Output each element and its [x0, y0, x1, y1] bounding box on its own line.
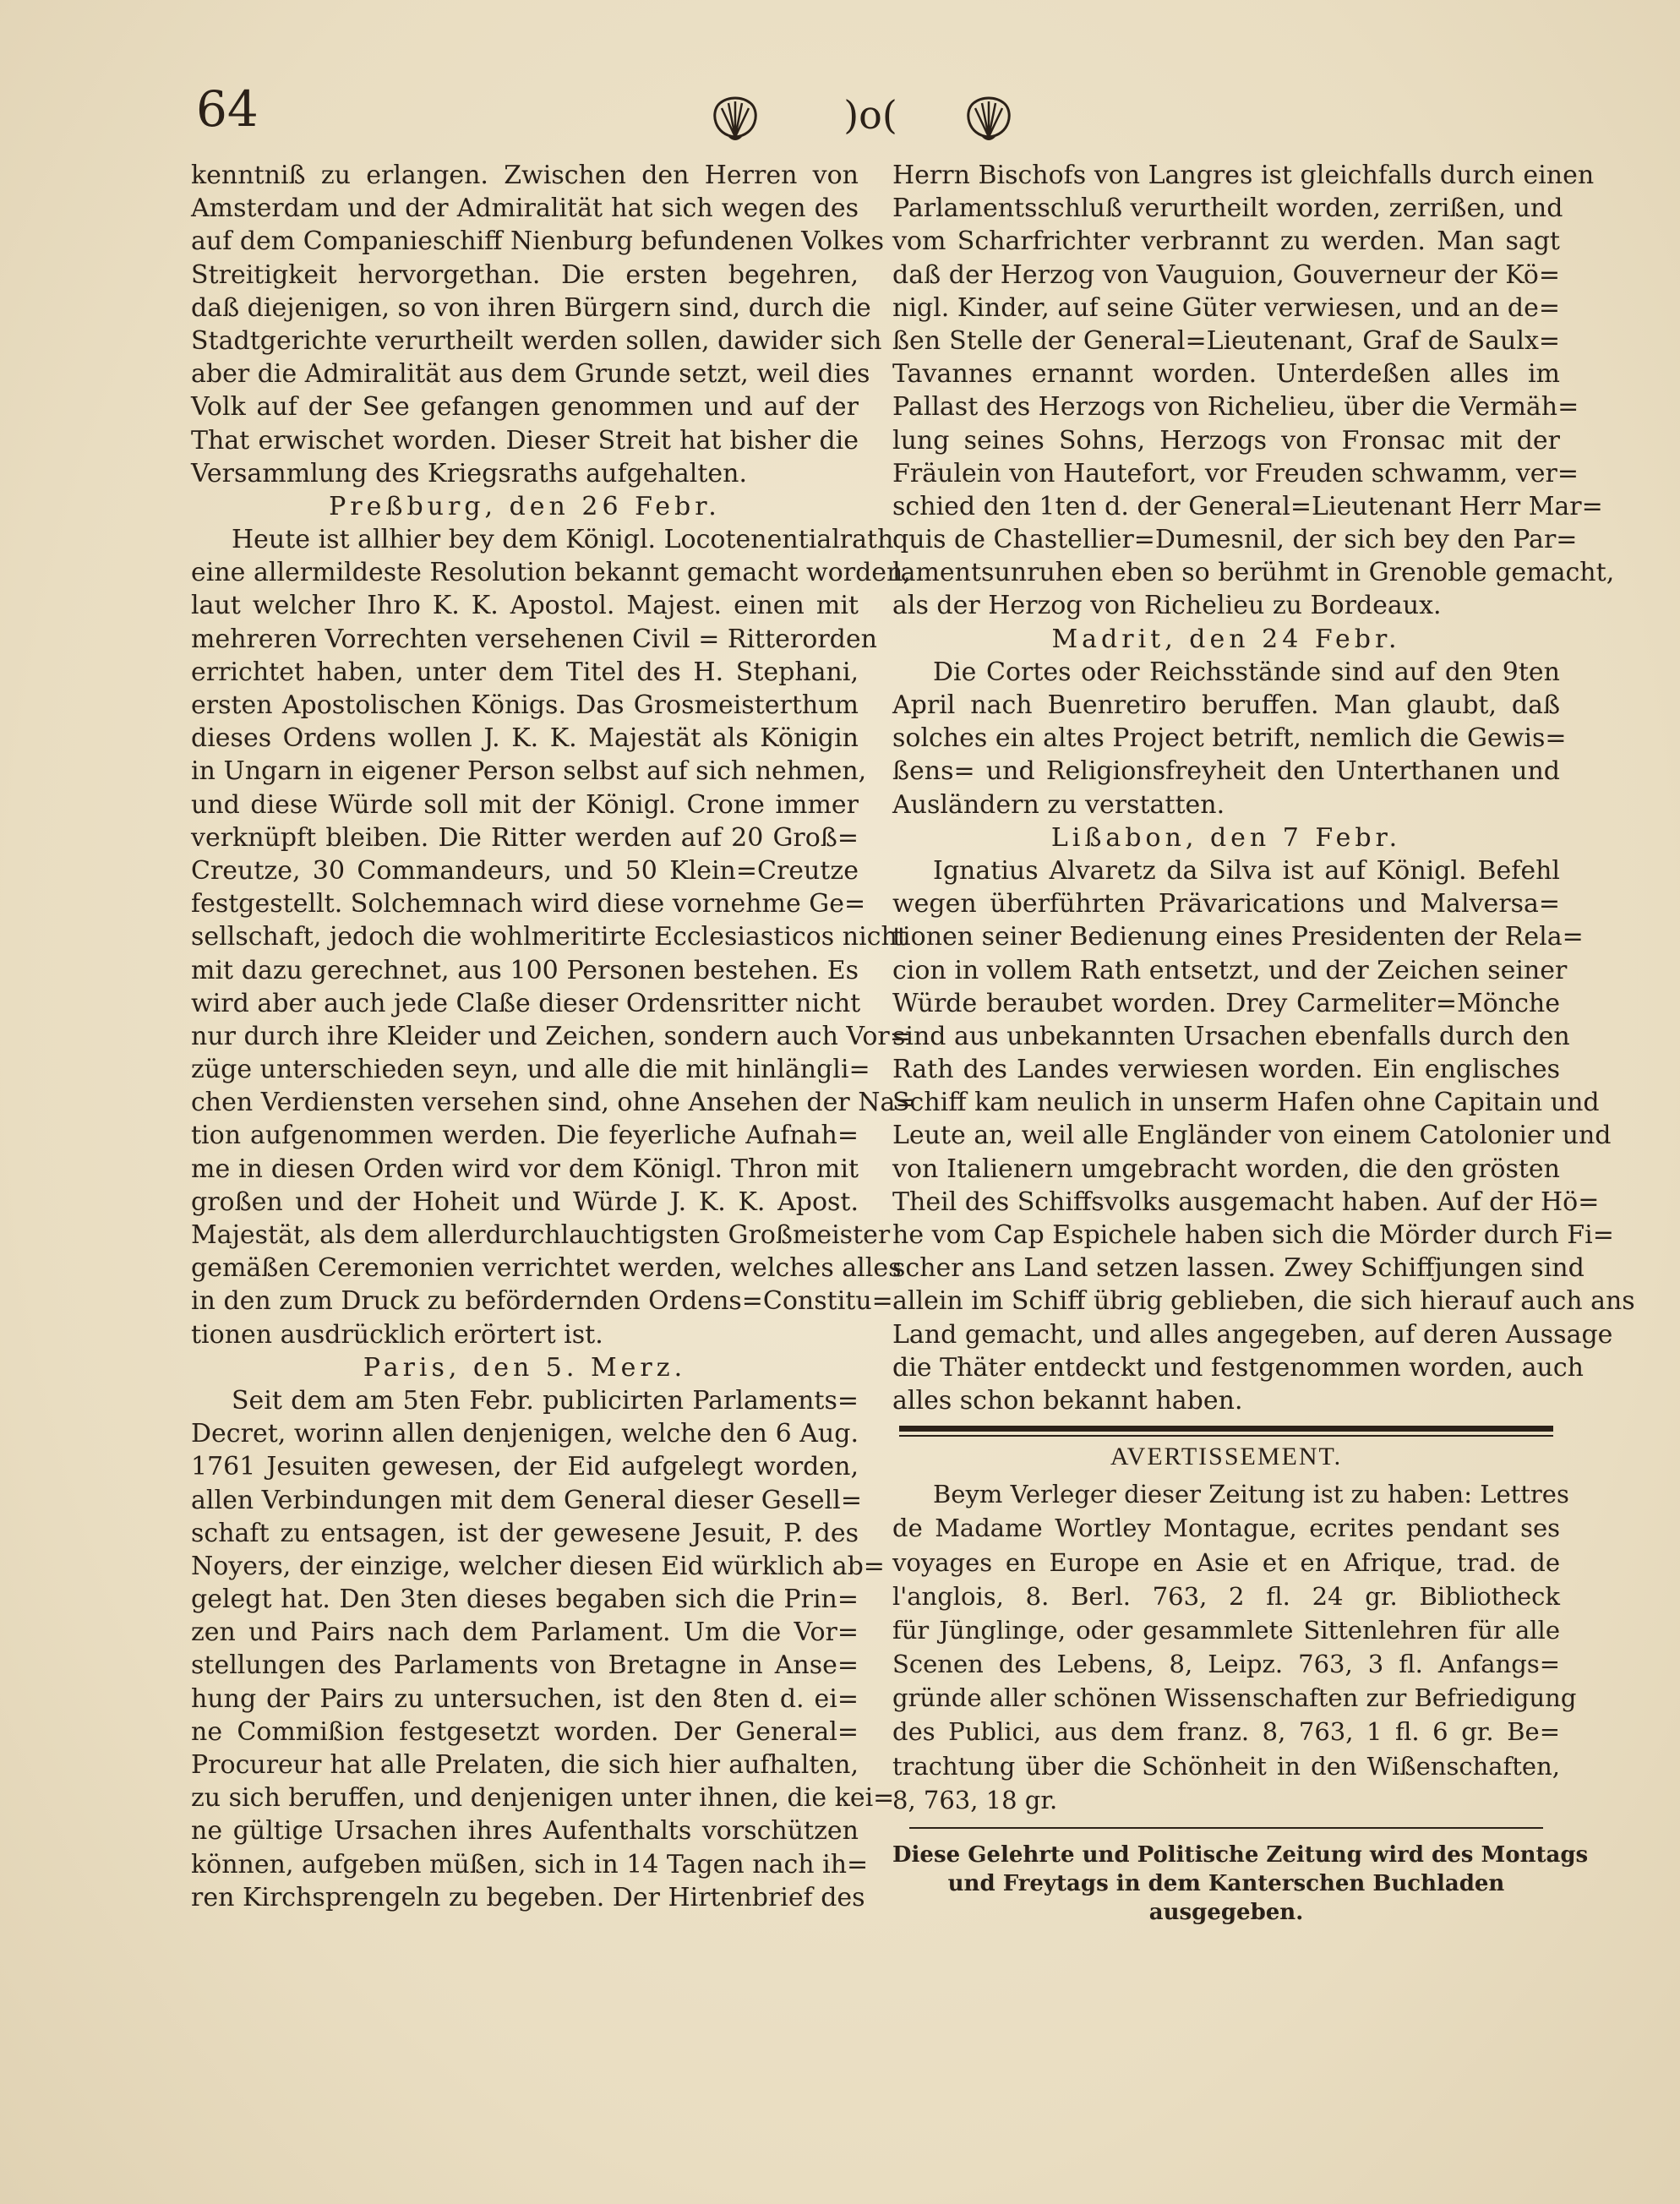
- text-line: Die Cortes oder Reichsstände sind auf den 9ten: [933, 657, 1560, 687]
- text-line: gelegt hat. Den 3ten dieses begaben sich die Prin=: [191, 1585, 859, 1615]
- text-line: Pallast des Herzogs von Richelieu, über die Vermäh=: [892, 392, 1579, 423]
- text-line: errichtet haben, unter dem Titel des H. Stephani,: [191, 657, 859, 687]
- text-line: nigl. Kinder, auf seine Güter verwiesen, und an de=: [892, 292, 1560, 323]
- advertisement-line: des Publici, aus dem franz. 8, 763, 1 fl. 6 gr. Be=: [892, 1717, 1560, 1747]
- text-line: lamentsunruhen eben so berühmt in Grenoble gemacht,: [892, 558, 1615, 588]
- text-line: Procureur hat alle Prelaten, die sich hier aufhalten,: [191, 1750, 859, 1780]
- text-line: tion aufgenommen werden. Die feyerliche Aufnah=: [191, 1121, 859, 1151]
- text-line: solches ein altes Project betrift, nemlich die Gewis=: [892, 723, 1567, 754]
- page-number: 64: [196, 80, 259, 138]
- advertisement-line: trachtung über die Schönheit in den Wißenschaften,: [892, 1751, 1560, 1781]
- footer-divider: [909, 1827, 1543, 1829]
- dateline-heading: Preßburg, den 26 Febr.: [329, 491, 721, 521]
- text-line: wird aber auch jede Claße dieser Ordensritter nicht: [191, 988, 861, 1018]
- text-line: Theil des Schiffsvolks ausgemacht haben. Auf der Hö=: [892, 1187, 1600, 1217]
- text-line: he vom Cap Espichele haben sich die Mörder durch Fi=: [892, 1220, 1614, 1250]
- text-line: sind aus unbekannten Ursachen ebenfalls durch den: [892, 1021, 1570, 1051]
- text-line: Fräulein von Hautefort, vor Freuden schwamm, ver=: [892, 458, 1579, 488]
- text-line: ersten Apostolischen Königs. Das Grosmeisterthum: [191, 690, 859, 720]
- advertisement-line: Scenen des Lebens, 8, Leipz. 763, 3 fl. Anfangs=: [892, 1650, 1560, 1679]
- text-line: Noyers, der einzige, welcher diesen Eid würklich ab=: [191, 1551, 885, 1581]
- text-line: Ignatius Alvaretz da Silva ist auf Königl. Befehl: [933, 855, 1560, 886]
- text-line: me in diesen Orden wird vor dem Königl. Thron mit: [191, 1154, 859, 1184]
- text-line: Heute ist allhier bey dem Königl. Locotenentialrath: [232, 525, 894, 555]
- right-column: [892, 159, 1635, 1927]
- advertisement-line: voyages en Europe en Asie et en Afrique, trad. de: [892, 1547, 1560, 1577]
- text-line: in Ungarn in eigener Person selbst auf sich nehmen,: [191, 756, 867, 787]
- text-line: schied den 1ten d. der General=Lieutenant Herr Mar=: [892, 491, 1603, 521]
- text-line: ne Commißion festgesetzt worden. Der General=: [191, 1716, 859, 1747]
- text-line: That erwischet worden. Dieser Streit hat bisher die: [191, 425, 859, 456]
- section-divider: [892, 1426, 1560, 1437]
- text-line: laut welcher Ihro K. K. Apostol. Majest. einen mit: [191, 591, 859, 621]
- text-line: Herrn Bischofs von Langres ist gleichfalls durch einen: [892, 161, 1595, 190]
- text-line: lung seines Sohns, Herzogs von Fronsac mit der: [892, 425, 1560, 456]
- text-line: von Italienern umgebracht worden, die den grösten: [892, 1154, 1560, 1184]
- text-line: züge unterschieden seyn, und alle die mit hinlängli=: [191, 1055, 870, 1085]
- advertisement-line: de Madame Wortley Montague, ecrites pendant ses: [892, 1514, 1560, 1543]
- text-line: als der Herzog von Richelieu zu Bordeaux.: [892, 591, 1442, 621]
- advertisement-body: [892, 1477, 1577, 1817]
- advertisement-line: 8, 763, 18 gr.: [892, 1785, 1058, 1814]
- text-line: vom Scharfrichter verbrannt zu werden. Man sagt: [892, 226, 1560, 257]
- colophon-line: Diese Gelehrte und Politische Zeitung wird des Montags: [892, 1842, 1589, 1868]
- text-line: ßen Stelle der General=Lieutenant, Graf de Saulx=: [892, 325, 1560, 356]
- text-line: aber die Admiralität aus dem Grunde setzt, weil dies: [191, 359, 870, 390]
- divider-thick: [899, 1426, 1553, 1432]
- text-line: großen und der Hoheit und Würde J. K. K. Apost.: [191, 1187, 859, 1217]
- text-line: Leute an, weil alle Engländer von einem Catolonier und: [892, 1121, 1612, 1151]
- advertisement-line: für Jünglinge, oder gesammlete Sittenlehren für alle: [892, 1615, 1560, 1645]
- text-line: verknüpft bleiben. Die Ritter werden auf 20 Groß=: [191, 822, 859, 853]
- colophon-line: ausgegeben.: [1148, 1900, 1304, 1925]
- text-line: chen Verdiensten versehen sind, ohne Ansehen der Na=: [191, 1088, 917, 1118]
- text-line: stellungen des Parlaments von Bretagne in Anse=: [191, 1650, 859, 1681]
- text-line: Stadtgerichte verurtheilt werden sollen, dawider sich: [191, 325, 882, 356]
- ornament-center: )o(: [843, 92, 897, 138]
- header-ornament: [693, 91, 1048, 142]
- text-line: daß diejenigen, so von ihren Bürgern sind, durch die: [191, 292, 871, 323]
- text-line: Parlamentsschluß verurtheilt worden, zerrißen, und: [892, 194, 1563, 224]
- text-line: April nach Buenretiro beruffen. Man glaubt, daß: [892, 690, 1560, 720]
- text-line: und diese Würde soll mit der Königl. Crone immer: [191, 789, 859, 820]
- dateline-heading: Paris, den 5. Merz.: [363, 1352, 687, 1383]
- text-line: ne gültige Ursachen ihres Aufenthalts vorschützen: [191, 1816, 859, 1847]
- text-line: scher ans Land setzen lassen. Zwey Schiffjungen sind: [892, 1253, 1585, 1284]
- text-line: Rath des Landes verwiesen worden. Ein englisches: [892, 1055, 1560, 1085]
- text-line: dieses Ordens wollen J. K. K. Majestät als Königin: [191, 723, 859, 754]
- text-line: mehreren Vorrechten versehenen Civil = Ritterorden: [191, 624, 877, 654]
- text-line: allen Verbindungen mit dem General dieser Gesell=: [191, 1485, 862, 1515]
- text-line: Decret, worinn allen denjenigen, welche den 6 Aug.: [191, 1419, 859, 1449]
- text-line: hung der Pairs zu untersuchen, ist den 8ten d. ei=: [191, 1683, 859, 1714]
- text-line: auf dem Companieschiff Nienburg befundenen Volkes: [191, 226, 884, 257]
- text-line: Schiff kam neulich in unserm Hafen ohne Capitain und: [892, 1088, 1600, 1118]
- text-line: Volk auf der See gefangen genommen und auf der: [191, 392, 859, 423]
- dateline-heading: Lißabon, den 7 Febr.: [1050, 822, 1402, 853]
- text-line: sellschaft, jedoch die wohlmeritirte Ecclesiasticos nicht: [191, 922, 908, 952]
- text-line: die Thäter entdeckt und festgenommen worden, auch: [892, 1352, 1584, 1383]
- dateline-heading: Madrit, den 24 Febr.: [1051, 624, 1401, 654]
- text-line: in den zum Druck zu befördernden Ordens=Constitu=: [191, 1286, 893, 1317]
- colophon: [892, 1841, 1589, 1927]
- text-line: quis de Chastellier=Dumesnil, der sich bey den Par=: [892, 525, 1578, 555]
- advertisement: [892, 1440, 1577, 1817]
- text-line: Streitigkeit hervorgethan. Die ersten begehren,: [191, 259, 859, 290]
- text-line: Amsterdam und der Admiralität hat sich wegen des: [191, 194, 859, 224]
- text-line: wegen überführten Prävarications und Malversa=: [892, 889, 1560, 919]
- advertisement-line: gründe aller schönen Wissenschaften zur Befriedigung: [892, 1683, 1577, 1713]
- text-line: Majestät, als dem allerdurchlauchtigsten Großmeister: [191, 1220, 891, 1250]
- advertisement-line: l'anglois, 8. Berl. 763, 2 fl. 24 gr. Bibliotheck: [892, 1581, 1560, 1611]
- text-line: 1761 Jesuiten gewesen, der Eid aufgelegt worden,: [191, 1452, 859, 1482]
- advertisement-line: Beym Verleger dieser Zeitung ist zu haben: Lettres: [933, 1480, 1569, 1509]
- text-line: Land gemacht, und alles angegeben, auf deren Aussage: [892, 1319, 1613, 1350]
- text-line: tionen ausdrücklich erörtert ist.: [191, 1319, 603, 1350]
- shell-ornament-icon: [715, 98, 755, 140]
- text-line: gemäßen Ceremonien verrichtet werden, welches alles: [191, 1253, 902, 1284]
- shell-ornament-icon: [968, 98, 1009, 140]
- left-column: [191, 159, 917, 1914]
- text-line: Würde beraubet worden. Drey Carmeliter=Mönche: [892, 988, 1560, 1018]
- text-line: eine allermildeste Resolution bekannt gemacht worden,: [191, 558, 911, 588]
- text-line: ßens= und Religionsfreyheit den Unterthanen und: [892, 756, 1560, 787]
- text-line: kenntniß zu erlangen. Zwischen den Herren von: [191, 161, 859, 190]
- text-line: Creutze, 30 Commandeurs, und 50 Klein=Creutze: [191, 855, 859, 886]
- text-line: alles schon bekannt haben.: [892, 1385, 1243, 1416]
- text-line: zu sich beruffen, und denjenigen unter ihnen, die kei=: [191, 1783, 895, 1814]
- text-line: Seit dem am 5ten Febr. publicirten Parlaments=: [232, 1385, 859, 1416]
- text-line: Versammlung des Kriegsraths aufgehalten.: [191, 458, 748, 488]
- text-line: mit dazu gerechnet, aus 100 Personen bestehen. Es: [191, 955, 859, 985]
- text-line: schaft zu entsagen, ist der gewesene Jesuit, P. des: [191, 1518, 859, 1548]
- text-line: festgestellt. Solchemnach wird diese vornehme Ge=: [191, 889, 866, 919]
- text-line: Tavannes ernannt worden. Unterdeßen alles im: [892, 359, 1560, 390]
- text-line: tionen seiner Bedienung eines Presidenten der Rela=: [892, 922, 1584, 952]
- text-line: Ausländern zu verstatten.: [892, 789, 1225, 820]
- text-line: nur durch ihre Kleider und Zeichen, sondern auch Vor=: [191, 1021, 911, 1051]
- text-line: daß der Herzog von Vauguion, Gouverneur der Kö=: [892, 259, 1560, 290]
- text-line: cion in vollem Rath entsetzt, und der Zeichen seiner: [892, 955, 1568, 985]
- text-line: können, aufgeben müßen, sich in 14 Tagen nach ih=: [191, 1849, 869, 1879]
- colophon-line: und Freytags in dem Kanterschen Buchladen: [947, 1871, 1505, 1896]
- text-line: allein im Schiff übrig geblieben, die sich hierauf auch ans: [892, 1286, 1635, 1317]
- divider-thin: [899, 1435, 1553, 1437]
- text-line: zen und Pairs nach dem Parlament. Um die Vor=: [191, 1618, 859, 1648]
- right-column-text: [892, 159, 1635, 1417]
- advertisement-title: AVERTISSEMENT.: [1110, 1443, 1343, 1471]
- text-line: ren Kirchsprengeln zu begeben. Der Hirtenbrief des: [191, 1882, 865, 1912]
